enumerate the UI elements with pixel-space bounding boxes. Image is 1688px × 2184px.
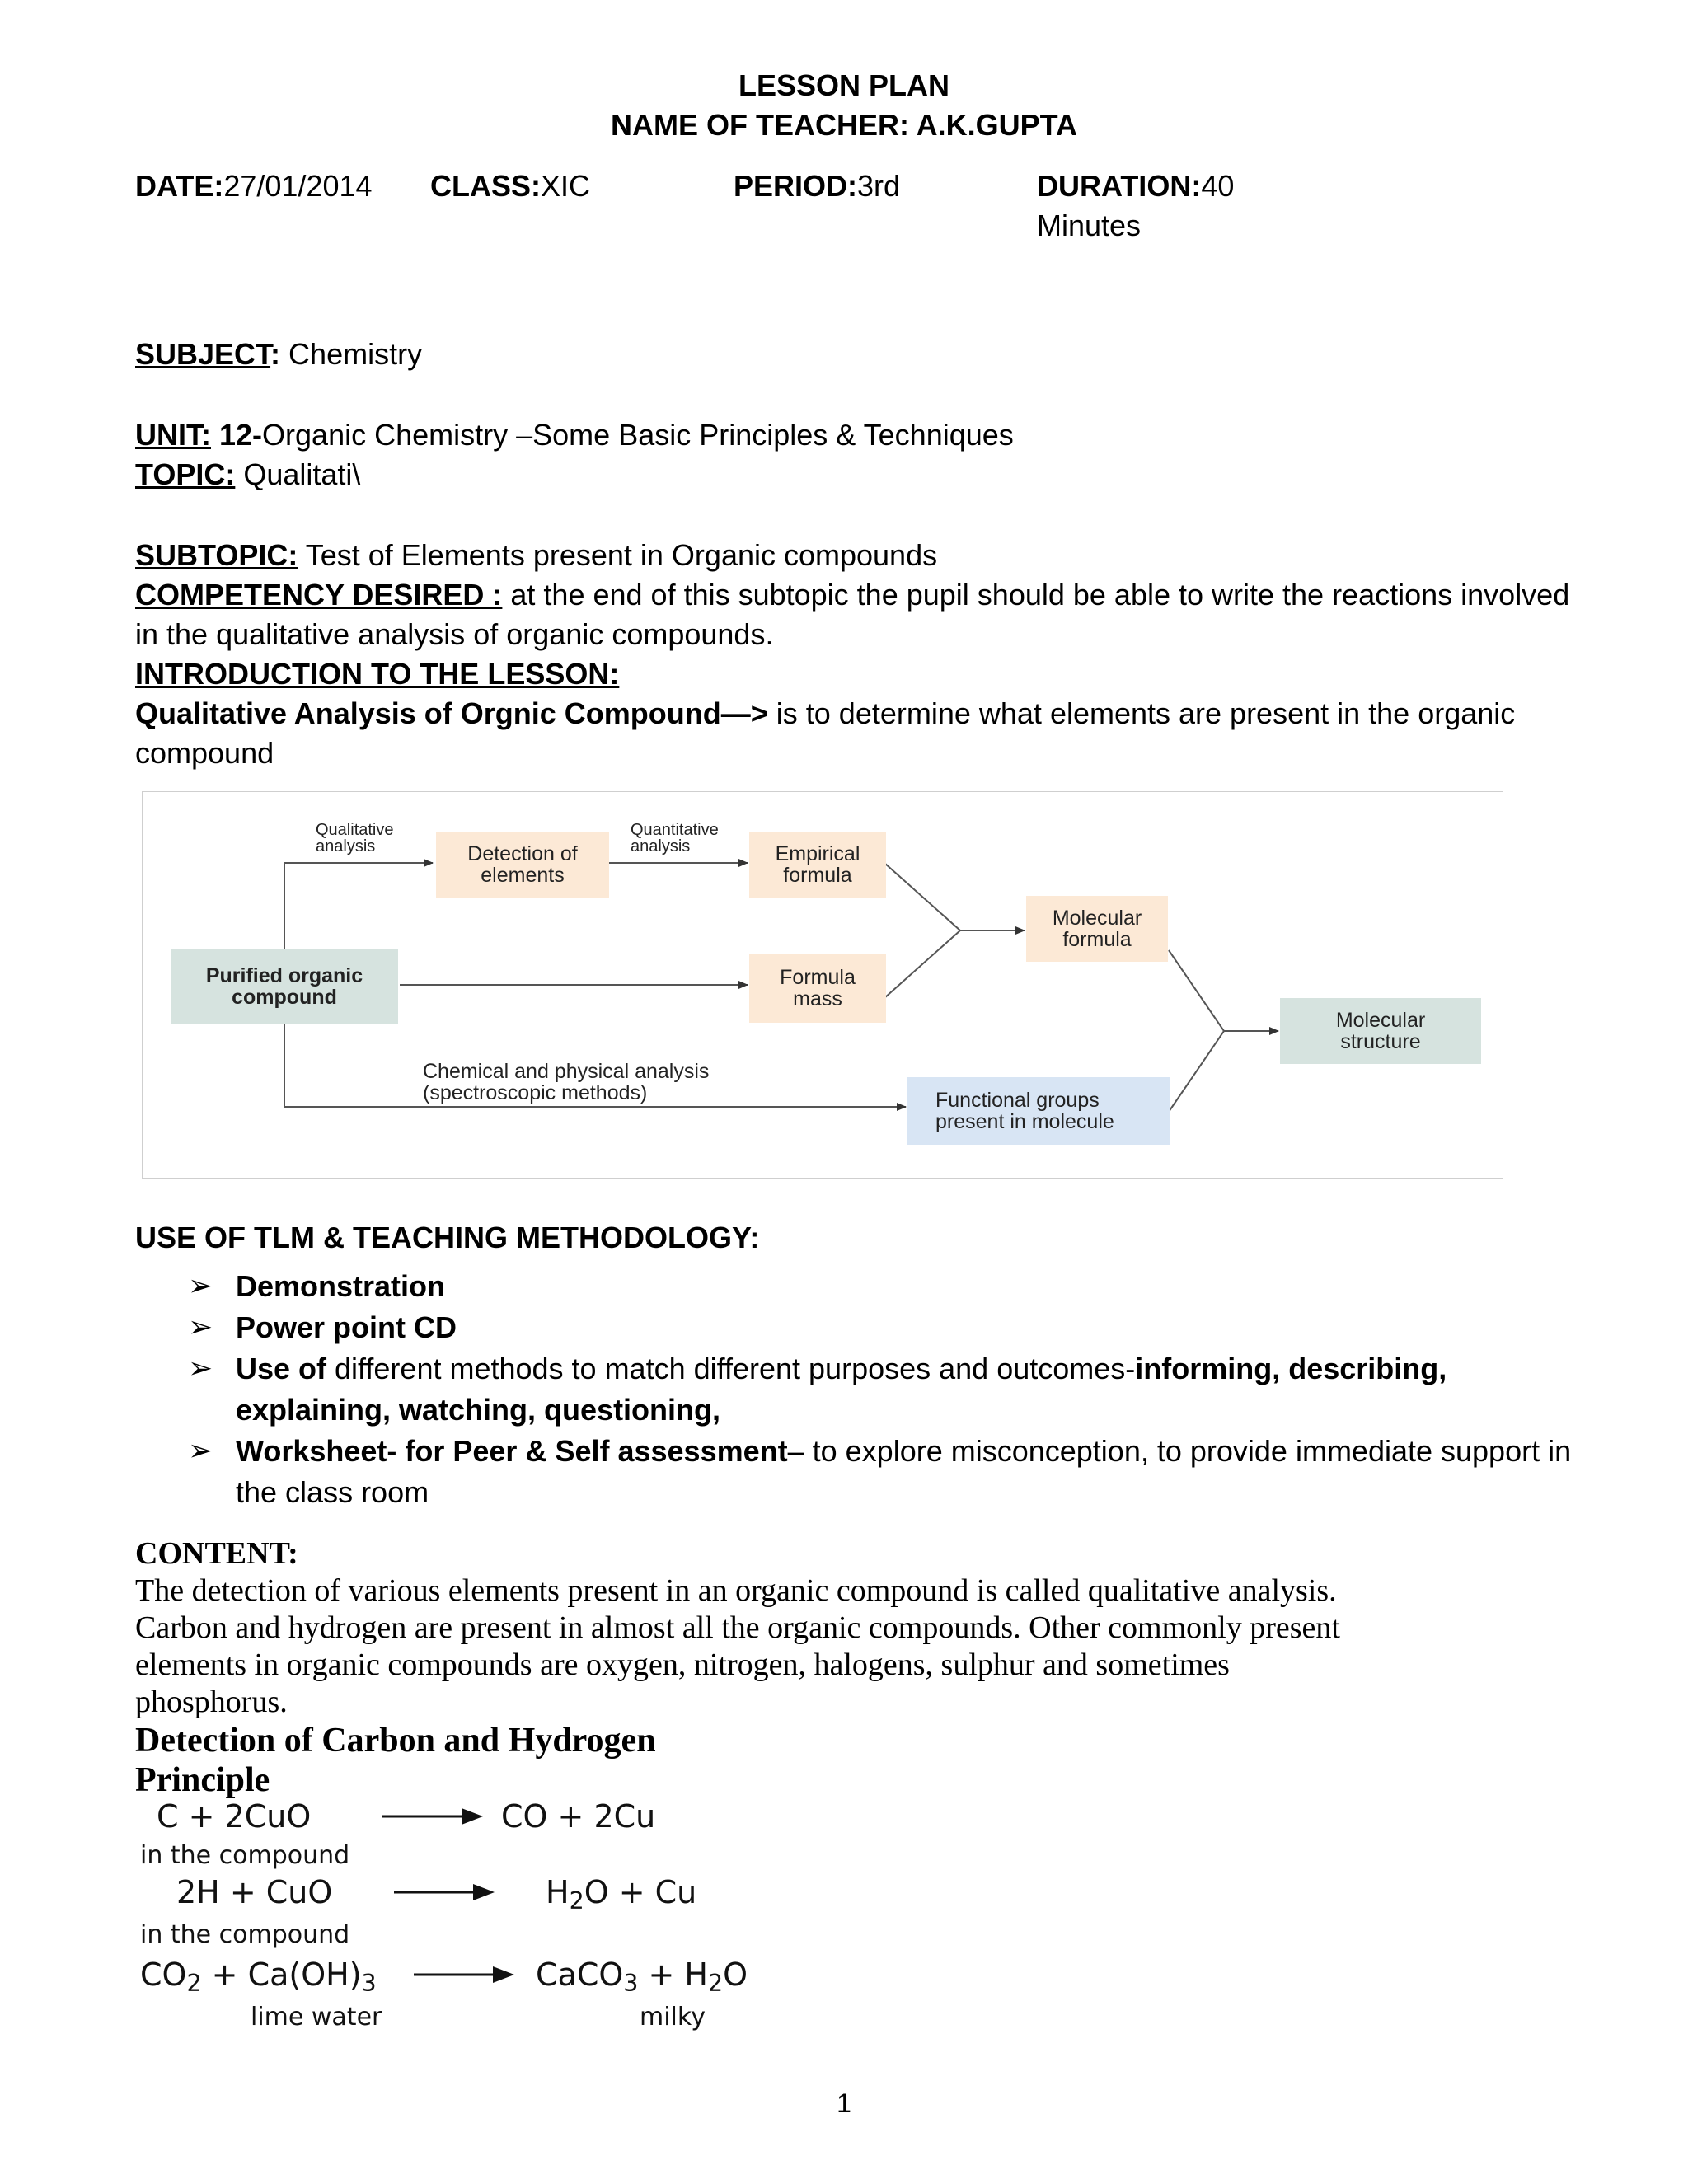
competency-label: COMPETENCY DESIRED :: [135, 578, 503, 612]
date-field: [135, 166, 373, 206]
reaction-arrow-icon: [391, 1877, 498, 1907]
unit-number: 12-: [211, 418, 263, 452]
content-heading: CONTENT:: [135, 1536, 298, 1571]
list-item: ➢ Worksheet- for Peer & Self assessment– to explore misconception, to provide immediate support in the class room: [188, 1431, 1606, 1513]
teacher-line: [0, 105, 1688, 145]
equation-1-note: in the compound: [140, 1841, 350, 1870]
period-label: PERIOD:: [734, 169, 858, 203]
duration-unit: Minutes: [1037, 209, 1142, 242]
class-field: [430, 166, 590, 206]
purified-organic-compound-box: Purified organic compound: [171, 949, 398, 1024]
equation-2-lhs: 2H + CuO: [176, 1874, 333, 1910]
chemical-physical-analysis-label: Chemical and physical analysis (spectroscopic methods): [423, 1060, 710, 1104]
tlm-list: [188, 1266, 1606, 1513]
list-item: ➢ Demonstration: [188, 1266, 1606, 1307]
topic-label: TOPIC:: [135, 457, 236, 491]
date-value: 27/01/2014: [223, 169, 373, 203]
introduction-label: INTRODUCTION TO THE LESSON:: [135, 657, 620, 691]
subtopic-line: [135, 536, 937, 575]
functional-groups-box: Functional groups present in molecule: [907, 1077, 1170, 1145]
subject-value: Chemistry: [280, 337, 423, 371]
principle-heading: Principle: [135, 1761, 270, 1799]
unit-value: Organic Chemistry –Some Basic Principles & Techniques: [262, 418, 1014, 452]
equation-3-lhs: $CO_2 + Ca(OH)_3$: [140, 1957, 377, 1998]
detection-of-elements-box: Detection of elements: [436, 832, 609, 898]
empirical-formula-box: Empirical formula: [749, 832, 886, 898]
unit-line: [135, 415, 1014, 455]
equation-1-rhs: CO + 2Cu: [501, 1798, 656, 1835]
lesson-plan-title: LESSON PLAN: [738, 68, 950, 102]
date-label: DATE:: [135, 169, 224, 203]
period-value: 3rd: [857, 169, 901, 203]
subtopic-value: Test of Elements present in Organic compounds: [298, 538, 938, 572]
molecular-formula-box: Molecular formula: [1026, 896, 1168, 962]
duration-field: [1037, 166, 1234, 206]
unit-label: UNIT:: [135, 418, 211, 452]
detection-heading: Detection of Carbon and Hydrogen: [135, 1722, 656, 1760]
equation-1-lhs: C + 2CuO: [157, 1798, 312, 1835]
introduction-text-1: is to determine what elements are present in the organic: [767, 696, 1516, 730]
arrow-bullet-icon: ➢: [188, 1352, 213, 1385]
list-item: ➢ Use of different methods to match different purposes and outcomes-informing, describing, explaining, watching, questioning,: [188, 1348, 1606, 1431]
reaction-arrow-icon: [379, 1802, 486, 1831]
duration-label: DURATION:: [1037, 169, 1202, 203]
equation-3-rhs: CaCO$_3$ + $H_2O$: [536, 1957, 748, 1998]
page-number: 1: [837, 2088, 851, 2118]
equation-2-note: in the compound: [140, 1920, 350, 1949]
subject-colon: :: [270, 337, 281, 371]
arrow-bullet-icon: ➢: [188, 1434, 213, 1468]
period-field: [734, 166, 900, 206]
equation-2-rhs: $H_2O + Cu$: [546, 1874, 697, 1915]
content-paragraph: The detection of various elements present in an organic compound is called qualitative analysis. Carbon and hydrogen are present in almost all the organic compounds. Other commonly present elements in organic compounds are oxygen, nitrogen, halogens, sulphur and sometimes phosphorus.: [135, 1573, 1340, 1719]
competency-text-1: at the end of this subtopic the pupil should be able to write the reactions involved: [502, 578, 1570, 612]
competency-line-2: in the qualitative analysis of organic compounds.: [135, 617, 774, 651]
competency-line-1: [135, 575, 1569, 615]
arrow-bullet-icon: ➢: [188, 1310, 213, 1344]
reaction-arrow-icon: [410, 1960, 518, 1990]
topic-value: Qualitati\: [235, 457, 361, 491]
formula-mass-box: Formula mass: [749, 954, 886, 1023]
milky-note: milky: [640, 2003, 706, 2032]
duration-value: 40: [1201, 169, 1235, 203]
subject-line: [135, 335, 422, 374]
teacher-name: A.K.GUPTA: [916, 108, 1077, 142]
introduction-bold: Qualitative Analysis of Orgnic Compound—>: [135, 696, 768, 730]
qualitative-analysis-label: Qualitative analysis: [316, 821, 394, 855]
topic-line: [135, 455, 360, 494]
quantitative-analysis-label: Quantitative analysis: [631, 821, 719, 855]
introduction-line-2: compound: [135, 736, 274, 770]
analysis-flow-diagram: [142, 791, 1503, 1179]
subtopic-label: SUBTOPIC:: [135, 538, 298, 572]
tlm-heading: USE OF TLM & TEACHING METHODOLOGY:: [135, 1221, 760, 1254]
subject-label: SUBJECT: [135, 337, 271, 371]
arrow-bullet-icon: ➢: [188, 1269, 213, 1303]
introduction-line-1: [135, 694, 1515, 733]
class-value: XIC: [541, 169, 591, 203]
molecular-structure-box: Molecular structure: [1280, 998, 1481, 1064]
class-label: CLASS:: [430, 169, 541, 203]
lime-water-note: lime water: [251, 2003, 382, 2032]
list-item: ➢ Power point CD: [188, 1307, 1606, 1348]
teacher-label: NAME OF TEACHER:: [611, 108, 917, 142]
